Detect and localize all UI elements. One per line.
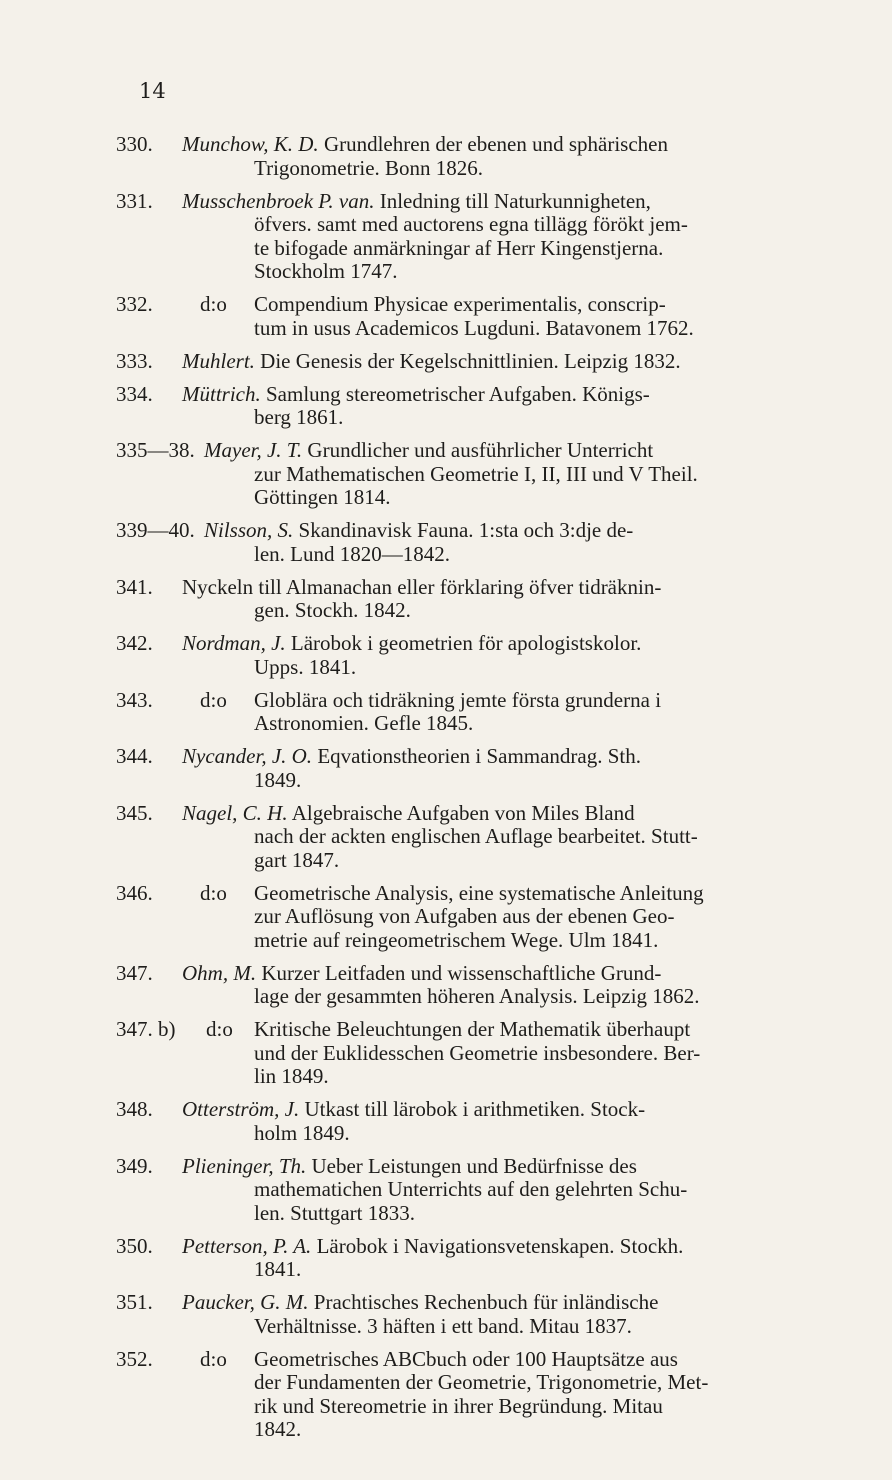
entry-line: [182, 383, 806, 407]
entry-author: Munchow, K. D.: [182, 132, 319, 156]
bibliography-entry: [116, 293, 806, 340]
entry-text: Algebraische Aufgaben von Miles Bland: [291, 800, 635, 825]
bibliography-entry: [116, 1155, 806, 1226]
entry-text: Compendium Physicae experimentalis, conscrip-: [254, 292, 666, 316]
bibliography-entry: [116, 190, 806, 284]
entry-line: [182, 190, 806, 214]
entry-author: Plieninger, Th.: [182, 1153, 307, 1178]
entry-number: 333.: [116, 348, 153, 373]
entry-number: 344.: [116, 744, 153, 768]
entry-author: Nordman, J.: [182, 631, 286, 655]
entry-number: 342.: [116, 631, 153, 655]
bibliography-entry: [116, 439, 806, 510]
entry-ditto: d:o: [206, 1017, 233, 1041]
entry-line: [254, 1042, 806, 1066]
entry-line: [254, 1371, 806, 1395]
entry-text: Kritische Beleuchtungen der Mathematik überhaupt: [254, 1017, 691, 1041]
entry-author: Muhlert.: [182, 348, 255, 373]
entry-line: [254, 543, 806, 567]
entry-text: öfvers. samt med auctorens egna tillägg förökt jem-: [254, 212, 688, 236]
entry-number: 332.: [116, 292, 153, 316]
entry-author: Mayer, J. T.: [204, 438, 303, 462]
entry-number: 348.: [116, 1097, 153, 1121]
entry-line: [254, 463, 806, 487]
entry-number: 352.: [116, 1346, 153, 1371]
entry-ditto: d:o: [200, 1346, 227, 1371]
entry-text: Lärobok i Navigationsvetenskapen. Stockh.: [316, 1233, 684, 1258]
entry-text: holm 1849.: [254, 1120, 350, 1145]
bibliography-entry: [116, 802, 806, 873]
entry-line: [254, 1348, 806, 1372]
entry-line: [254, 849, 806, 873]
entry-number: 334.: [116, 381, 153, 406]
entry-text: Prachtisches Rechenbuch für inländische: [313, 1290, 659, 1314]
entry-text: zur Auflösung von Aufgaben aus der ebenen Geo-: [254, 904, 675, 928]
bibliography-entry: [116, 383, 806, 430]
entry-text: gen. Stockh. 1842.: [254, 598, 411, 622]
entry-text: len. Lund 1820—1842.: [254, 541, 450, 566]
entry-number: 335—38.: [116, 438, 195, 462]
entry-text: nach der ackten englischen Auflage bearbeitet. Stutt-: [254, 824, 698, 848]
entry-text: Astronomien. Gefle 1845.: [254, 711, 474, 735]
entry-text: tum in usus Academicos Lugduni. Batavonem 1762.: [254, 315, 694, 340]
entry-line: [254, 1178, 806, 1202]
entry-line: [182, 1235, 806, 1259]
entry-text: gart 1847.: [254, 847, 340, 872]
entry-line: [182, 350, 806, 374]
entry-ditto: d:o: [200, 687, 227, 712]
entry-line: [182, 802, 806, 826]
entry-text: rik und Stereometrie in ihrer Begründung. Mitau: [254, 1393, 663, 1418]
entry-author: Paucker, G. M.: [182, 1290, 309, 1314]
entry-ditto: d:o: [200, 292, 227, 316]
entry-line: [254, 1065, 806, 1089]
entry-text: und der Euklidesschen Geometrie insbesondere. Ber-: [254, 1040, 701, 1065]
bibliography-entry: [116, 689, 806, 736]
entry-line: [182, 745, 806, 769]
entry-ditto: d:o: [200, 880, 227, 905]
bibliography-entry: [116, 882, 806, 953]
entry-line: [254, 769, 806, 793]
entry-number: 346.: [116, 880, 153, 905]
entry-text: Göttingen 1814.: [254, 485, 391, 509]
entry-line: [182, 632, 806, 656]
entry-text: Upps. 1841.: [254, 654, 357, 679]
entry-text: Geometrisches ABCbuch oder 100 Hauptsätze aus: [254, 1346, 678, 1371]
entry-text: Samlung stereometrischer Aufgaben. Königs-: [266, 381, 650, 406]
entry-number: 347.: [116, 960, 153, 985]
entry-text: len. Stuttgart 1833.: [254, 1200, 415, 1225]
entry-line: [254, 486, 806, 510]
entry-text: 1841.: [254, 1257, 302, 1281]
entry-line: [254, 1122, 806, 1146]
entry-line: [254, 1018, 806, 1042]
entry-line: [254, 689, 806, 713]
entry-text: Globlära och tidräkning jemte första grunderna i: [254, 687, 662, 712]
entry-text: 1842.: [254, 1417, 302, 1441]
entry-text: te bifogade anmärkningar af Herr Kingenstjerna.: [254, 235, 664, 260]
entry-line: [254, 293, 806, 317]
page-number: 14: [139, 79, 166, 103]
bibliography-entry: [116, 576, 806, 623]
entry-line: [204, 439, 806, 463]
entry-text: Lärobok i geometrien för apologistskolor.: [290, 631, 642, 655]
entry-line: [254, 406, 806, 430]
entry-line: [254, 1395, 806, 1419]
entry-text: der Fundamenten der Geometrie, Trigonometrie, Met-: [254, 1370, 709, 1394]
entry-line: [204, 519, 806, 543]
entry-text: Utkast till lärobok i arithmetiken. Stock-: [304, 1097, 646, 1121]
entry-line: [182, 133, 806, 157]
entry-line: [254, 656, 806, 680]
bibliography-entry: [116, 133, 806, 180]
entry-text: berg 1861.: [254, 405, 344, 429]
entry-author: Musschenbroek P. van.: [182, 188, 375, 213]
entry-text: Die Genesis der Kegelschnittlinien. Leipzig 1832.: [260, 348, 681, 373]
entry-text: Skandinavisk Fauna. 1:sta och 3:dje de-: [298, 518, 634, 542]
entry-line: [254, 157, 806, 181]
entry-line: [254, 825, 806, 849]
bibliography-entry: [116, 1018, 806, 1089]
entry-author: Nycander, J. O.: [182, 744, 313, 768]
entry-line: [254, 1418, 806, 1442]
entry-number: 343.: [116, 687, 153, 712]
entry-line: [182, 1155, 806, 1179]
entry-line: [182, 1291, 806, 1315]
entry-number: 345.: [116, 800, 153, 825]
entry-author: Otterström, J.: [182, 1097, 300, 1121]
entry-text: mathematichen Unterrichts auf den gelehrten Schu-: [254, 1177, 688, 1201]
entry-text: Ueber Leistungen und Bedürfnisse des: [311, 1153, 637, 1178]
entry-text: 1849.: [254, 767, 302, 792]
entry-line: [254, 237, 806, 261]
entry-line: [254, 1202, 806, 1226]
bibliography-entry: [116, 1291, 806, 1338]
entry-number: 339—40.: [116, 518, 195, 542]
entry-number: 347. b): [116, 1017, 176, 1041]
entry-number: 351.: [116, 1290, 153, 1314]
entry-text: Geometrische Analysis, eine systematische Anleitung: [254, 880, 704, 905]
entry-line: [254, 1258, 806, 1282]
bibliography-entry: [116, 1098, 806, 1145]
entry-line: [254, 712, 806, 736]
entry-author: Nagel, C. H.: [182, 800, 288, 825]
bibliography-entry: [116, 1235, 806, 1282]
bibliography-list: [116, 133, 806, 1451]
entry-line: [254, 317, 806, 341]
entry-author: Nilsson, S.: [204, 518, 294, 542]
entry-text: Stockholm 1747.: [254, 259, 398, 283]
entry-line: [254, 882, 806, 906]
entry-text: Eqvationstheorien i Sammandrag. Sth.: [317, 744, 642, 768]
entry-text: Grundlehren der ebenen und sphärischen: [323, 132, 668, 156]
entry-line: [254, 905, 806, 929]
entry-number: 331.: [116, 188, 153, 213]
entry-text: Verhältnisse. 3 häften i ett band. Mitau 1837.: [254, 1313, 632, 1338]
entry-text: lage der gesammten höheren Analysis. Leipzig 1862.: [254, 984, 700, 1008]
entry-line: [182, 962, 806, 986]
entry-text: lin 1849.: [254, 1064, 329, 1088]
entry-number: 349.: [116, 1153, 153, 1178]
entry-number: 350.: [116, 1233, 153, 1258]
entry-text: Trigonometrie. Bonn 1826.: [254, 155, 484, 180]
entry-text: metrie auf reingeometrischem Wege. Ulm 1841.: [254, 927, 659, 952]
entry-line: [254, 599, 806, 623]
bibliography-entry: [116, 745, 806, 792]
entry-line: [254, 1315, 806, 1339]
bibliography-entry: [116, 962, 806, 1009]
entry-author: Ohm, M.: [182, 960, 257, 985]
entry-number: 330.: [116, 132, 153, 156]
entry-text: Grundlicher und ausführlicher Unterricht: [307, 438, 654, 462]
entry-text: zur Mathematischen Geometrie I, II, III und V Theil.: [254, 461, 698, 486]
entry-line: [254, 260, 806, 284]
entry-author: Petterson, P. A.: [182, 1233, 312, 1258]
entry-line: [182, 1098, 806, 1122]
entry-text: Inledning till Naturkunnigheten,: [379, 188, 651, 213]
entry-line: [254, 985, 806, 1009]
entry-line: [182, 576, 806, 600]
entry-author: Müttrich.: [182, 381, 261, 406]
entry-line: [254, 213, 806, 237]
entry-number: 341.: [116, 574, 153, 599]
entry-text: Nyckeln till Almanachan eller förklaring öfver tidräknin-: [182, 574, 662, 599]
bibliography-entry: [116, 1348, 806, 1442]
entry-line: [254, 929, 806, 953]
entry-text: Kurzer Leitfaden und wissenschaftliche Grund-: [261, 960, 662, 985]
bibliography-entry: [116, 632, 806, 679]
bibliography-entry: [116, 350, 806, 374]
bibliography-entry: [116, 519, 806, 566]
